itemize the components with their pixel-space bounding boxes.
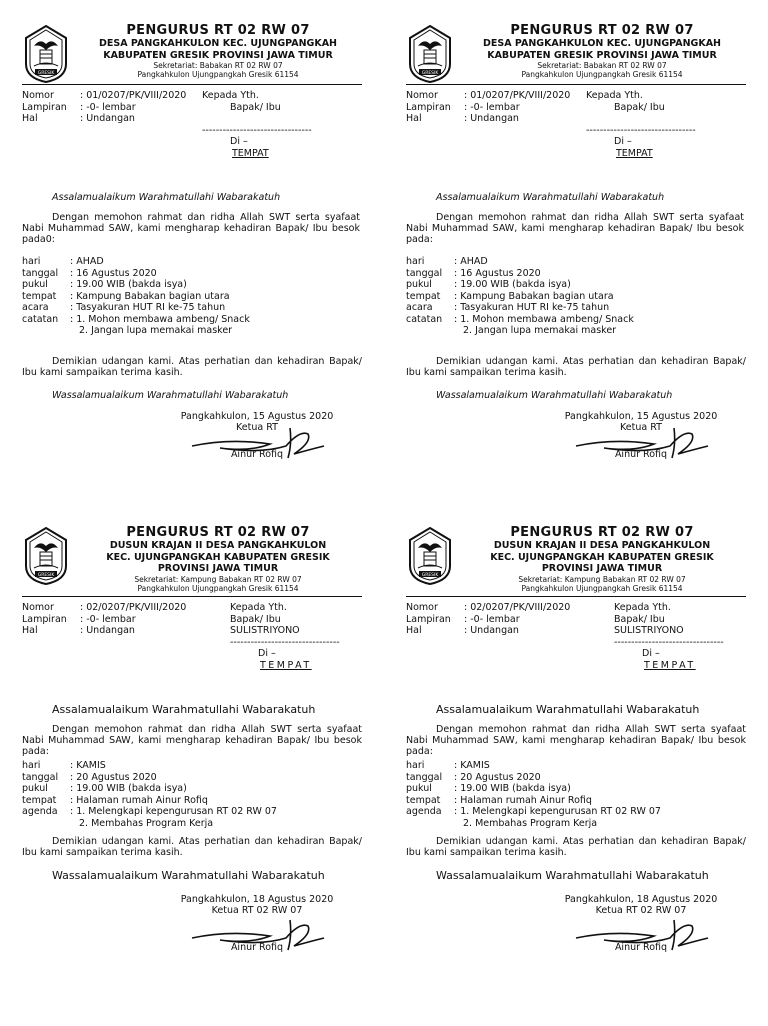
gresik-emblem-icon xyxy=(22,24,70,84)
detail-value: : Tasyakuran HUT RI ke-75 tahun xyxy=(70,302,226,313)
invitation-letter xyxy=(22,24,362,524)
addressee-di: Di – xyxy=(230,136,248,147)
detail-row xyxy=(22,772,362,784)
detail-row xyxy=(406,783,746,795)
detail-value: : 19.00 WIB (bakda isya) xyxy=(70,783,187,794)
addressee-recipient: SULISTRIYONO xyxy=(230,625,300,636)
closing-paragraph: Demikian udangan kami. Atas perhatian dan kehadiran Bapak/ Ibu kami sampaikan terima kasih. xyxy=(22,836,362,858)
reference-block xyxy=(406,602,606,637)
sign-name: Ainur Rofiq xyxy=(614,942,668,953)
detail-label xyxy=(406,325,454,337)
detail-label: tanggal xyxy=(22,267,59,279)
detail-value: : 1. Melengkapi kepengurusan RT 02 RW 07 xyxy=(454,806,661,817)
detail-row xyxy=(406,302,746,314)
reference-label: Hal xyxy=(406,625,422,636)
invitation-letter xyxy=(406,24,746,524)
detail-row xyxy=(406,325,746,337)
reference-row xyxy=(406,113,606,125)
detail-value: : 1. Mohon membawa ambeng/ Snack xyxy=(70,313,250,325)
addressee-block xyxy=(202,90,342,159)
reference-row xyxy=(22,113,222,125)
secretariat: Sekretariat: Kampung Babakan RT 02 RW 07 xyxy=(134,574,302,584)
event-details xyxy=(406,760,746,829)
reference-row xyxy=(22,102,222,114)
org-title: PENGURUS RT 02 RW 07 xyxy=(510,23,694,38)
detail-value: : 1. Melengkapi kepengurusan RT 02 RW 07 xyxy=(70,806,277,817)
detail-row xyxy=(22,325,362,337)
addressee-recipient: SULISTRIYONO xyxy=(614,625,684,636)
detail-label: agenda xyxy=(406,806,442,817)
detail-row xyxy=(406,772,746,784)
sign-role: Ketua RT 02 RW 07 xyxy=(595,905,687,916)
reference-row xyxy=(22,602,222,614)
detail-label: tempat xyxy=(22,290,57,302)
org-line-2: KEC. UJUNGPANGKAH KABUPATEN GRESIK xyxy=(106,551,330,563)
reference-block xyxy=(406,90,606,125)
event-details xyxy=(406,256,746,337)
addressee-blank xyxy=(586,113,726,125)
detail-value: : AHAD xyxy=(454,256,488,267)
addressee-to: Kepada Yth. xyxy=(230,602,287,613)
sign-role: Ketua RT xyxy=(620,422,662,433)
addressee-di: Di – xyxy=(642,648,660,659)
detail-value: 2. Jangan lupa memakai masker xyxy=(463,325,617,336)
gresik-emblem-icon xyxy=(406,526,454,586)
closing-paragraph: Demikian udangan kami. Atas perhatian dan kehadiran Bapak/ Ibu kami sampaikan terima kasih. xyxy=(406,836,746,858)
reference-label: Lampiran xyxy=(406,613,451,625)
letterhead xyxy=(406,526,746,598)
detail-row xyxy=(22,302,362,314)
detail-row xyxy=(406,806,746,818)
reference-row xyxy=(22,614,222,626)
detail-label: catatan xyxy=(406,313,443,325)
sign-name: Ainur Rofiq xyxy=(230,942,284,953)
detail-label: pukul xyxy=(406,279,432,290)
org-address: Pangkahkulon Ujungpangkah Gresik 61154 xyxy=(137,583,299,593)
detail-row xyxy=(22,795,362,807)
detail-row xyxy=(406,256,746,268)
addressee-dots: -------------------------------- xyxy=(586,124,696,136)
detail-row xyxy=(406,760,746,772)
detail-value: : 16 Agustus 2020 xyxy=(70,267,157,279)
detail-value: : 20 Agustus 2020 xyxy=(454,771,541,783)
reference-value: : -0- lembar xyxy=(464,101,520,113)
detail-label: tempat xyxy=(22,794,57,806)
detail-value: : 19.00 WIB (bakda isya) xyxy=(454,279,571,290)
body-paragraph: Dengan memohon rahmat dan ridha Allah SWT serta syafaat Nabi Muhammad SAW, kami mengharap kehadiran Bapak/ Ibu besok pada0: xyxy=(22,212,360,245)
detail-row xyxy=(406,279,746,291)
detail-row xyxy=(22,256,362,268)
reference-row xyxy=(406,102,606,114)
addressee-blank xyxy=(202,113,342,125)
detail-value: : 1. Mohon membawa ambeng/ Snack xyxy=(454,313,634,325)
detail-label: acara xyxy=(406,302,433,313)
reference-block xyxy=(22,602,222,637)
sign-place-date: Pangkahkulon, 15 Agustus 2020 xyxy=(564,411,718,422)
detail-label: pukul xyxy=(22,279,48,290)
reference-value: : 01/0207/PK/VIII/2020 xyxy=(80,90,187,101)
addressee-name: Bapak/ Ibu xyxy=(614,613,665,625)
secretariat: Sekretariat: Babakan RT 02 RW 07 xyxy=(153,61,283,70)
reference-row xyxy=(22,90,222,102)
addressee-di: Di – xyxy=(258,648,276,659)
addressee-name: Bapak/ Ibu xyxy=(230,101,281,113)
detail-row xyxy=(406,314,746,326)
reference-label: Nomor xyxy=(22,90,54,101)
addressee-place: TEMPAT xyxy=(232,147,269,159)
sign-name: Ainur Rofiq xyxy=(230,449,284,460)
reference-value: : -0- lembar xyxy=(80,101,136,113)
addressee-place: TEMPAT xyxy=(260,659,312,671)
addressee-name: Bapak/ Ibu xyxy=(614,101,665,113)
sign-role: Ketua RT xyxy=(236,422,278,433)
letterhead xyxy=(22,24,362,86)
letterhead xyxy=(22,526,362,598)
reference-label: Lampiran xyxy=(406,101,451,113)
org-address: Pangkahkulon Ujungpangkah Gresik 61154 xyxy=(137,70,299,79)
reference-label: Nomor xyxy=(406,602,438,613)
detail-value: : Tasyakuran HUT RI ke-75 tahun xyxy=(454,302,610,313)
org-title: PENGURUS RT 02 RW 07 xyxy=(510,525,694,540)
body-paragraph: Dengan memohon rahmat dan ridha Allah SWT serta syafaat Nabi Muhammad SAW, kami mengharap kehadiran Bapak/ Ibu besok pada: xyxy=(406,724,746,757)
reference-label: Lampiran xyxy=(22,101,67,113)
addressee-block xyxy=(230,602,370,671)
reference-row xyxy=(406,625,606,637)
gresik-emblem-icon xyxy=(406,24,454,84)
addressee-block xyxy=(586,90,726,159)
detail-row xyxy=(22,314,362,326)
reference-label: Hal xyxy=(406,113,422,124)
reference-label: Nomor xyxy=(22,602,54,613)
header-rule xyxy=(406,84,746,85)
detail-label: pukul xyxy=(406,783,432,794)
detail-row xyxy=(22,291,362,303)
detail-value: : 19.00 WIB (bakda isya) xyxy=(70,279,187,290)
detail-value: : Halaman rumah Ainur Rofiq xyxy=(454,794,592,806)
detail-value: 2. Membahas Program Kerja xyxy=(463,817,598,829)
body-paragraph: Dengan memohon rahmat dan ridha Allah SWT serta syafaat Nabi Muhammad SAW, kami mengharap kehadiran Bapak/ Ibu besok pada: xyxy=(22,724,362,757)
detail-label: hari xyxy=(406,760,425,771)
reference-label: Nomor xyxy=(406,90,438,101)
detail-label: hari xyxy=(22,256,41,267)
org-line-2: KABUPATEN GRESIK PROVINSI JAWA TIMUR xyxy=(103,49,333,61)
detail-label: agenda xyxy=(22,806,58,817)
header-rule xyxy=(22,84,362,85)
addressee-dots: -------------------------------- xyxy=(202,124,312,136)
detail-value: 2. Membahas Program Kerja xyxy=(79,817,214,829)
detail-value: : Kampung Babakan bagian utara xyxy=(454,290,614,302)
detail-row xyxy=(406,291,746,303)
reference-value: : Undangan xyxy=(80,113,135,124)
header-rule xyxy=(406,596,746,597)
detail-row xyxy=(406,795,746,807)
detail-label: tempat xyxy=(406,794,441,806)
detail-value: : 19.00 WIB (bakda isya) xyxy=(454,783,571,794)
closing-greeting: Wassalamualaikum Warahmatullahi Wabarakatuh xyxy=(52,390,289,401)
signature-scribble-icon xyxy=(190,424,330,460)
org-line-1: DESA PANGKAHKULON KEC. UJUNGPANGKAH xyxy=(483,38,721,49)
detail-row xyxy=(406,268,746,280)
reference-value: : 02/0207/PK/VIII/2020 xyxy=(464,602,571,613)
org-line-3: PROVINSI JAWA TIMUR xyxy=(541,563,663,574)
sign-role: Ketua RT 02 RW 07 xyxy=(211,905,303,916)
detail-row xyxy=(22,279,362,291)
invitation-letter xyxy=(406,526,746,1026)
logo-text: GRESIK xyxy=(37,71,55,76)
detail-value: : AHAD xyxy=(70,256,104,267)
invitation-letter xyxy=(22,526,362,1026)
org-address: Pangkahkulon Ujungpangkah Gresik 61154 xyxy=(521,70,683,79)
signature-scribble-icon xyxy=(190,916,330,952)
reference-label: Lampiran xyxy=(22,613,67,625)
sign-place-date: Pangkahkulon, 18 Agustus 2020 xyxy=(180,894,334,905)
closing-paragraph: Demikian udangan kami. Atas perhatian dan kehadiran Bapak/ Ibu kami sampaikan terima kasih. xyxy=(22,356,362,378)
reference-block xyxy=(22,90,222,125)
org-line-2: KABUPATEN GRESIK PROVINSI JAWA TIMUR xyxy=(487,49,717,61)
org-line-3: PROVINSI JAWA TIMUR xyxy=(157,563,279,574)
addressee-to: Kepada Yth. xyxy=(202,90,259,101)
addressee-di: Di – xyxy=(614,136,632,147)
detail-value: : Kampung Babakan bagian utara xyxy=(70,290,230,302)
org-title: PENGURUS RT 02 RW 07 xyxy=(126,525,310,540)
reference-value: : 01/0207/PK/VIII/2020 xyxy=(464,90,571,101)
secretariat: Sekretariat: Babakan RT 02 RW 07 xyxy=(537,61,667,70)
opening-greeting: Assalamualaikum Warahmatullahi Wabarakatuh xyxy=(52,703,316,716)
reference-row xyxy=(406,602,606,614)
detail-label: tanggal xyxy=(406,267,443,279)
opening-greeting: Assalamualaikum Warahmatullahi Wabarakatuh xyxy=(436,703,700,716)
org-line-2: KEC. UJUNGPANGKAH KABUPATEN GRESIK xyxy=(490,551,714,563)
reference-value: : Undangan xyxy=(464,625,519,636)
detail-label: tanggal xyxy=(406,771,443,783)
reference-value: : -0- lembar xyxy=(80,613,136,625)
detail-label: catatan xyxy=(22,313,59,325)
reference-value: : Undangan xyxy=(464,113,519,124)
reference-label: Hal xyxy=(22,113,38,124)
org-address: Pangkahkulon Ujungpangkah Gresik 61154 xyxy=(521,583,683,593)
addressee-block xyxy=(614,602,754,671)
addressee-place: TEMPAT xyxy=(644,659,696,671)
reference-row xyxy=(406,614,606,626)
org-line-1: DUSUN KRAJAN II DESA PANGKAHKULON xyxy=(493,540,711,551)
addressee-to: Kepada Yth. xyxy=(586,90,643,101)
addressee-dots: -------------------------------- xyxy=(614,636,724,648)
signature-scribble-icon xyxy=(574,916,714,952)
logo-text: GRESIK xyxy=(421,71,439,76)
reference-row xyxy=(406,90,606,102)
event-details xyxy=(22,256,362,337)
detail-value: : 16 Agustus 2020 xyxy=(454,267,541,279)
reference-row xyxy=(22,625,222,637)
logo-text: GRESIK xyxy=(421,573,439,578)
detail-label: hari xyxy=(22,760,41,771)
detail-row xyxy=(22,783,362,795)
detail-value: 2. Jangan lupa memakai masker xyxy=(79,325,233,336)
detail-row xyxy=(22,806,362,818)
opening-greeting: Assalamualaikum Warahmatullahi Wabarakatuh xyxy=(52,192,281,203)
detail-label: hari xyxy=(406,256,425,267)
addressee-dots: -------------------------------- xyxy=(230,636,340,648)
secretariat: Sekretariat: Kampung Babakan RT 02 RW 07 xyxy=(518,574,686,584)
detail-label: acara xyxy=(22,302,49,313)
addressee-name: Bapak/ Ibu xyxy=(230,613,281,625)
addressee-place: TEMPAT xyxy=(616,147,653,159)
addressee-to: Kepada Yth. xyxy=(614,602,671,613)
org-title: PENGURUS RT 02 RW 07 xyxy=(126,23,310,38)
closing-greeting: Wassalamualaikum Warahmatullahi Wabarakatuh xyxy=(436,390,673,401)
detail-row xyxy=(22,818,362,830)
org-line-1: DUSUN KRAJAN II DESA PANGKAHKULON xyxy=(109,540,327,551)
detail-label: tempat xyxy=(406,290,441,302)
reference-label: Hal xyxy=(22,625,38,636)
closing-paragraph: Demikian udangan kami. Atas perhatian dan kehadiran Bapak/ Ibu kami sampaikan terima kasih. xyxy=(406,356,746,378)
gresik-emblem-icon xyxy=(22,526,70,586)
signature-scribble-icon xyxy=(574,424,714,460)
sign-name: Ainur Rofiq xyxy=(614,449,668,460)
reference-value: : -0- lembar xyxy=(464,613,520,625)
detail-row xyxy=(22,760,362,772)
sign-place-date: Pangkahkulon, 18 Agustus 2020 xyxy=(564,894,718,905)
detail-row xyxy=(22,268,362,280)
detail-value: : Halaman rumah Ainur Rofiq xyxy=(70,794,208,806)
opening-greeting: Assalamualaikum Warahmatullahi Wabarakatuh xyxy=(436,192,665,203)
logo-text: GRESIK xyxy=(37,573,55,578)
event-details xyxy=(22,760,362,829)
detail-value: : KAMIS xyxy=(70,760,106,771)
reference-value: : 02/0207/PK/VIII/2020 xyxy=(80,602,187,613)
detail-label xyxy=(406,818,454,830)
reference-value: : Undangan xyxy=(80,625,135,636)
sign-place-date: Pangkahkulon, 15 Agustus 2020 xyxy=(180,411,334,422)
closing-greeting: Wassalamualaikum Warahmatullahi Wabarakatuh xyxy=(436,869,709,882)
letterhead xyxy=(406,24,746,86)
org-line-1: DESA PANGKAHKULON KEC. UJUNGPANGKAH xyxy=(99,38,337,49)
detail-row xyxy=(406,818,746,830)
closing-greeting: Wassalamualaikum Warahmatullahi Wabarakatuh xyxy=(52,869,325,882)
detail-label xyxy=(22,818,70,830)
body-paragraph: Dengan memohon rahmat dan ridha Allah SWT serta syafaat Nabi Muhammad SAW, kami mengharap kehadiran Bapak/ Ibu besok pada: xyxy=(406,212,744,245)
header-rule xyxy=(22,596,362,597)
detail-value: : KAMIS xyxy=(454,760,490,771)
detail-label xyxy=(22,325,70,337)
detail-label: tanggal xyxy=(22,771,59,783)
detail-label: pukul xyxy=(22,783,48,794)
detail-value: : 20 Agustus 2020 xyxy=(70,771,157,783)
